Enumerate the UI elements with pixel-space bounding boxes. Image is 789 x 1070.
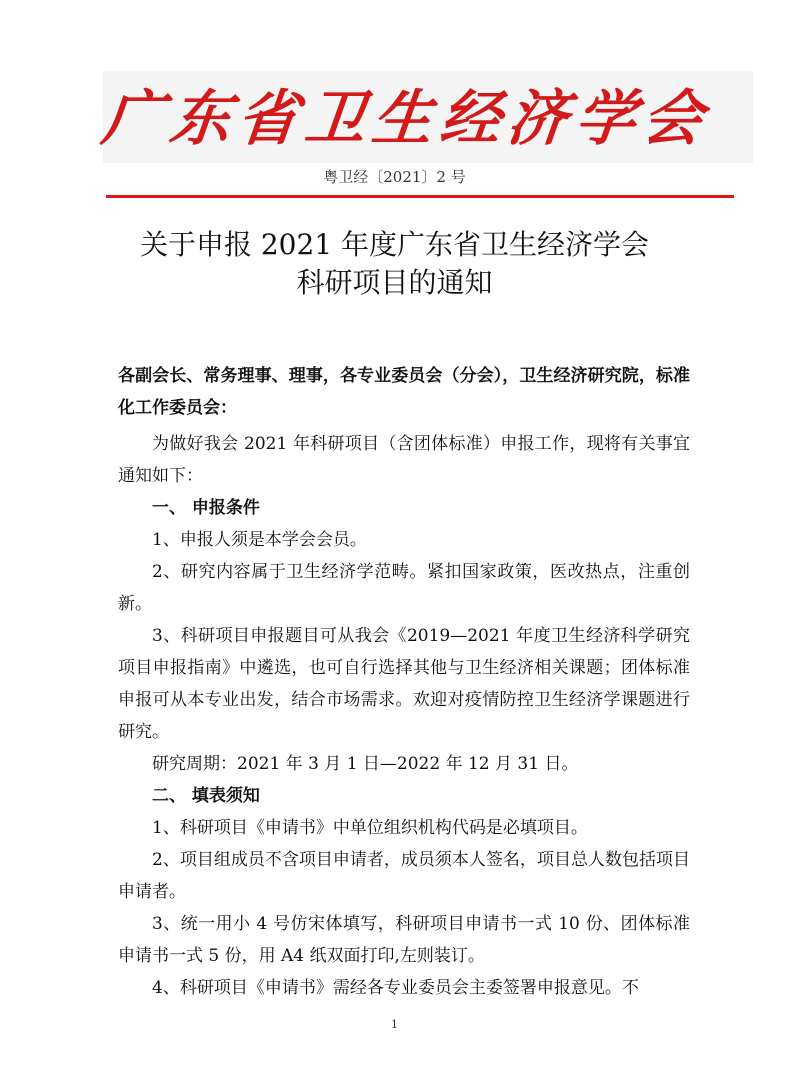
masthead-logo — [98, 76, 707, 154]
masthead-char: 东 — [166, 84, 234, 154]
page-number: 1 — [391, 1018, 398, 1031]
section2-item: 1、科研项目《申请书》中单位组织机构代码是必填项目。 — [152, 818, 588, 838]
masthead-char: 学 — [571, 84, 639, 154]
section1-item: 1、申报人须是本学会会员。 — [152, 530, 367, 550]
masthead-char: 济 — [503, 84, 572, 154]
section2-item: 2、项目组成员不含项目申请者，成员须本人签名，项目总人数包括项目申请者。 — [118, 850, 690, 902]
section1-item: 2、研究内容属于卫生经济学范畴。紧扣国家政策，医改热点，注重创新。 — [118, 562, 690, 614]
intro-paragraph: 为做好我会 2021 年科研项目（含团体标准）申报工作，现将有关事宜通知如下： — [118, 434, 690, 486]
section-heading-1: 一、 申报条件 — [152, 498, 260, 518]
section1-item: 3、科研项目申报题目可从我会《2019—2021 年度卫生经济科学研究项目申报指南》中遴选，也可自行选择其他与卫生经济相关课题；团体标准申报可从本专业出发，结合市场需求。欢迎对疫情防控卫生经济学课题进行研究。 — [118, 626, 690, 742]
masthead-char: 广 — [98, 84, 167, 154]
masthead-char: 省 — [233, 84, 302, 154]
masthead-char: 卫 — [301, 84, 369, 154]
section2-item: 4、科研项目《申请书》需经各专业委员会主委签署申报意见。不 — [152, 978, 639, 998]
red-divider — [106, 195, 734, 198]
document-number: 粤卫经〔2021〕2 号 — [323, 168, 466, 186]
title-line-2: 科研项目的通知 — [296, 266, 493, 299]
masthead-char: 经 — [436, 84, 504, 154]
title-line-1: 关于申报 2021 年度广东省卫生经济学会 — [139, 228, 650, 261]
masthead-char: 生 — [368, 84, 437, 154]
section2-item: 3、统一用小 4 号仿宋体填写，科研项目申请书一式 10 份、团体标准申请书一式 5 份，用 A4 纸双面打印,左则装订。 — [118, 914, 690, 966]
page-title — [0, 226, 789, 302]
research-period: 研究周期：2021 年 3 月 1 日—2022 年 12 月 31 日。 — [152, 754, 579, 774]
section-heading-2: 二、 填表须知 — [152, 786, 260, 806]
masthead-char: 会 — [638, 84, 707, 154]
document-body — [118, 360, 690, 1004]
salutation: 各副会长、常务理事、理事，各专业委员会（分会），卫生经济研究院，标准化工作委员会： — [118, 366, 690, 418]
